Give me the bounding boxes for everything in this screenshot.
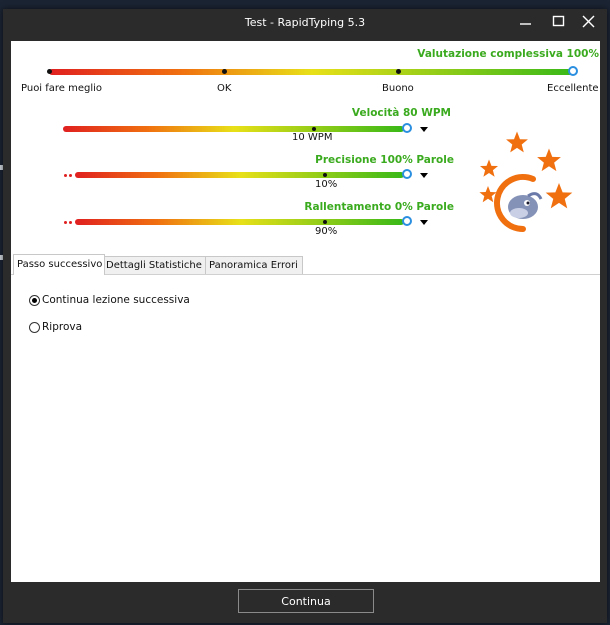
accuracy-reference-marker (323, 173, 327, 177)
tab-next-step[interactable]: Passo successivo (13, 254, 105, 275)
slowdown-reference-label: 90% (315, 226, 338, 237)
star-icon (479, 186, 496, 202)
slowdown-label: Rallentamento 0% Parole (304, 201, 454, 213)
scale-marker (222, 69, 227, 74)
star-icon (537, 149, 561, 172)
speed-reference-marker (312, 127, 316, 131)
speed-dropdown-arrow[interactable] (420, 127, 428, 132)
slowdown-knob (402, 216, 412, 226)
close-button[interactable] (570, 9, 610, 37)
window-title: Test - RapidTyping 5.3 (244, 16, 366, 29)
star-icon (506, 132, 528, 153)
option-label: Continua lezione successiva (42, 294, 190, 306)
scale-label-ok: OK (217, 83, 232, 94)
content-panel (11, 41, 600, 582)
slowdown-overflow-dots (64, 221, 74, 224)
overall-rating-knob (568, 66, 578, 76)
scale-marker (47, 69, 52, 74)
tab-errors-overview[interactable]: Panoramica Errori (205, 256, 303, 274)
radio-selected-icon[interactable] (29, 295, 40, 306)
speed-label: Velocità 80 WPM (351, 107, 451, 119)
scale-label-good: Buono (382, 83, 414, 94)
slowdown-reference-marker (323, 220, 327, 224)
star-icon (480, 160, 498, 177)
maximize-icon (552, 15, 566, 29)
accuracy-overflow-dots (64, 174, 74, 177)
option-label: Riprova (42, 321, 83, 333)
radio-unselected-icon[interactable] (29, 322, 40, 333)
close-icon (582, 15, 596, 29)
slowdown-dropdown-arrow[interactable] (420, 220, 428, 225)
result-window (3, 9, 607, 623)
overall-rating-bar (49, 69, 574, 75)
slowdown-bar (75, 219, 404, 225)
scale-label-poor: Puoi fare meglio (21, 83, 103, 94)
mascot-icon (497, 177, 541, 229)
speed-reference-label: 10 WPM (292, 132, 333, 143)
tab-statistics-details[interactable]: Dettagli Statistiche (102, 256, 207, 274)
accuracy-label: Precisione 100% Parole (315, 154, 454, 166)
scale-marker (396, 69, 401, 74)
speed-knob (402, 123, 412, 133)
star-icon (546, 183, 573, 208)
minimize-icon (519, 15, 533, 29)
overall-rating-label: Valutazione complessiva 100% (417, 48, 599, 60)
accuracy-dropdown-arrow[interactable] (420, 173, 428, 178)
title-bar[interactable] (3, 9, 607, 39)
scale-label-excellent: Eccellente (547, 83, 599, 94)
accuracy-bar (75, 172, 404, 178)
continue-button[interactable]: Continua (238, 589, 374, 613)
rating-illustration (471, 129, 581, 239)
speed-bar (63, 126, 404, 132)
accuracy-reference-label: 10% (315, 179, 338, 190)
accuracy-knob (402, 169, 412, 179)
